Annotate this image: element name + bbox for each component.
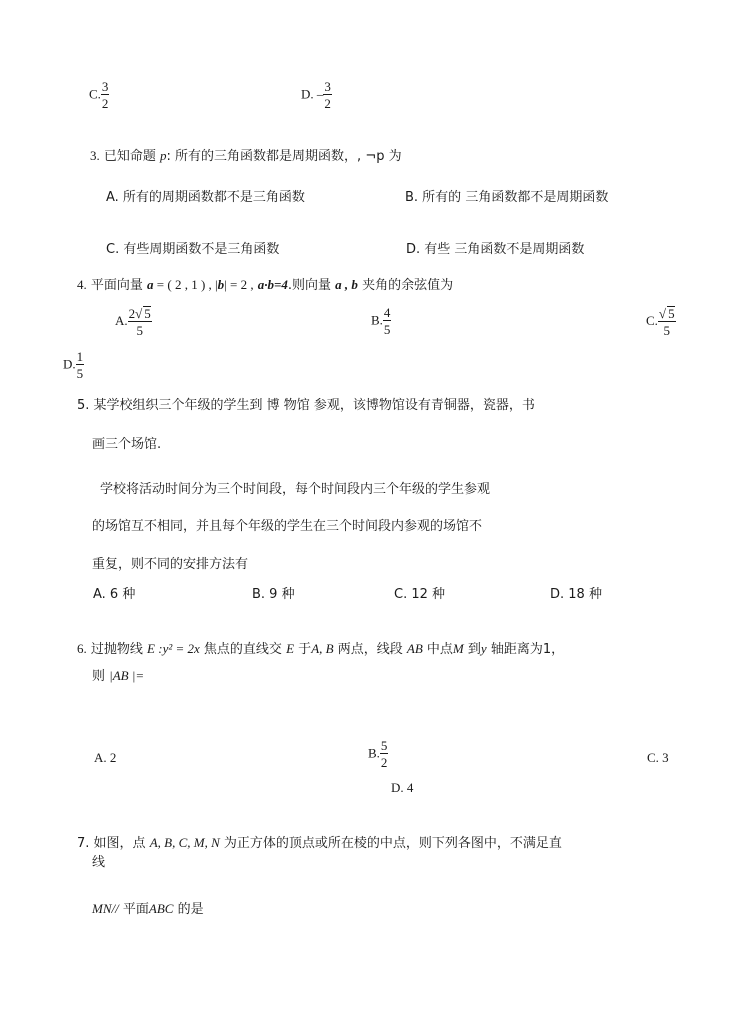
q2-option-c — [89, 80, 109, 110]
q5-line-2: 画三个场馆. — [92, 437, 162, 452]
q4-eq-b: | = 2 , — [224, 277, 254, 292]
q4-option-c — [646, 306, 676, 337]
q5-line-1: 5. 某学校组织三个年级的学生到 博 物馆 参观，该博物馆设有青铜器，瓷器，书 — [77, 398, 535, 413]
q7-line-3-math: MN// — [92, 901, 119, 916]
q4-stem — [77, 277, 453, 294]
q4-option-a-numerator: 2√ 5 — [128, 306, 151, 321]
q6-math-e: E — [286, 641, 295, 656]
q3-option-d: D. 有些 三角函数不是周期函数 — [406, 242, 585, 257]
q6-math-ab-points: A, B — [311, 641, 334, 656]
q6-text-1: 过抛物线 — [90, 642, 143, 657]
q4-stem-text-b: .则向量 — [287, 278, 332, 293]
q6-math-parabola: E :y² = 2x — [147, 641, 200, 656]
q4-option-a-label: A. — [115, 313, 128, 328]
q6-math-m: M — [452, 641, 464, 656]
q7-line-1-math: A, B, C, M, N — [149, 835, 220, 850]
q4-option-d-fraction — [76, 350, 85, 380]
q5-option-c: C. 12 种 — [394, 587, 446, 602]
q2-option-d-fraction — [323, 80, 332, 110]
q7-line-3-math-abc: ABC — [148, 901, 174, 916]
q4-option-d-label: D. — [63, 356, 76, 372]
q7-line-2: 线 — [92, 855, 106, 870]
q3-number: 3. — [90, 148, 100, 163]
q4-option-a-fraction — [128, 306, 152, 337]
q6-text-2: 焦点的直线交 — [203, 642, 282, 657]
q6-line-2-text: 则 — [92, 669, 106, 684]
q7-line-1 — [77, 835, 562, 852]
q7-line-3-text-a: 平面 — [118, 902, 149, 917]
q6-option-b-denominator: 2 — [380, 755, 388, 770]
q7-line-1-text-a: 7. 如图，点 — [77, 836, 146, 851]
q7-line-3-text-b: 的是 — [173, 902, 204, 917]
q6-text-6: 到 — [467, 642, 481, 657]
q2-option-c-numerator: 3 — [101, 79, 109, 94]
q4-option-d-denominator: 5 — [76, 366, 84, 381]
q6-option-c: C. 3 — [647, 750, 669, 765]
q4-option-c-label: C. — [646, 313, 658, 328]
q5-option-d: D. 18 种 — [550, 587, 602, 602]
q6-line-2 — [92, 668, 144, 685]
q4-dot-product: a·b=4 — [257, 277, 288, 292]
q5-option-b: B. 9 种 — [252, 587, 295, 602]
q4-option-d-numerator: 1 — [76, 349, 84, 364]
q6-option-b — [368, 739, 388, 769]
q4-option-a-denominator: 5 — [136, 323, 143, 338]
q3-var-p: p — [160, 148, 167, 163]
q6-option-b-numerator: 5 — [380, 738, 388, 753]
q6-math-y: y — [480, 641, 487, 656]
q6-number: 6. — [77, 641, 87, 656]
q6-option-b-fraction — [380, 739, 389, 769]
q4-option-b-numerator: 4 — [383, 305, 391, 320]
q6-option-b-label: B. — [368, 745, 380, 761]
q6-text-7: 轴距离为1， — [490, 642, 565, 657]
q4-option-d — [63, 350, 84, 380]
q6-option-a: A. 2 — [94, 750, 117, 765]
q4-option-b-label: B. — [371, 312, 383, 328]
q3-stem-text-b: : 所有的三角函数都是周期函数，, ¬p 为 — [166, 149, 402, 164]
q4-option-c-fraction — [658, 306, 676, 337]
q6-line-2-math: |AB |= — [109, 668, 145, 683]
q3-stem-text-a: 已知命题 — [103, 149, 156, 164]
q6-math-ab: AB — [406, 641, 423, 656]
q4-option-c-denominator: 5 — [663, 323, 670, 338]
q2-option-d-denominator: 2 — [324, 96, 331, 111]
q3-option-b: B. 所有的 三角函数都不是周期函数 — [405, 190, 609, 205]
q4-vectors-ab: a , b — [335, 277, 358, 292]
q2-option-c-denominator: 2 — [101, 96, 109, 111]
q6-text-4: 两点，线段 — [337, 642, 403, 657]
q6-stem — [77, 641, 564, 658]
q2-option-d — [301, 80, 332, 110]
q3-option-c: C. 有些周期函数不是三角函数 — [106, 242, 280, 257]
q4-stem-text-a: 平面向量 — [90, 278, 143, 293]
q4-option-b-denominator: 5 — [383, 322, 391, 337]
q2-option-d-label: D. – — [301, 86, 324, 102]
q4-option-a-radicand: 5 — [144, 306, 151, 321]
q5-line-4: 的场馆互不相同，并且每个年级的学生在三个时间段内参观的场馆不 — [92, 519, 483, 534]
q4-option-b — [371, 306, 391, 336]
q7-line-1-text-b: 为正方体的顶点或所在棱的中点，则下列各图中，不满足直 — [223, 836, 562, 851]
q3-option-a: A. 所有的周期函数都不是三角函数 — [106, 190, 305, 205]
q4-number: 4. — [77, 277, 87, 292]
q6-option-d: D. 4 — [391, 780, 414, 795]
q2-option-c-fraction — [101, 80, 110, 110]
q4-stem-text-c: 夹角的余弦值为 — [362, 278, 454, 293]
q4-option-c-numerator: √ 5 — [658, 306, 675, 321]
q3-stem — [90, 148, 402, 165]
q4-vector-a: a — [147, 277, 154, 292]
q2-option-d-numerator: 3 — [324, 79, 331, 94]
q5-option-a: A. 6 种 — [93, 587, 136, 602]
q4-option-c-radicand: 5 — [668, 306, 675, 321]
q6-text-3: 于 — [298, 642, 312, 657]
q6-text-5: 中点 — [426, 642, 453, 657]
q7-line-3 — [92, 901, 204, 918]
q4-option-b-fraction — [383, 306, 392, 336]
q4-vector-b: b — [217, 277, 225, 292]
q4-option-a-coef: 2 — [128, 306, 136, 321]
q4-eq-a: = ( 2 , 1 ) , | — [153, 277, 218, 292]
q5-line-5: 重复，则不同的安排方法有 — [92, 557, 249, 572]
q2-option-c-label: C. — [89, 86, 101, 102]
q5-line-3: 学校将活动时间分为三个时间段，每个时间段内三个年级的学生参观 — [100, 482, 491, 497]
q4-option-a — [115, 306, 152, 337]
